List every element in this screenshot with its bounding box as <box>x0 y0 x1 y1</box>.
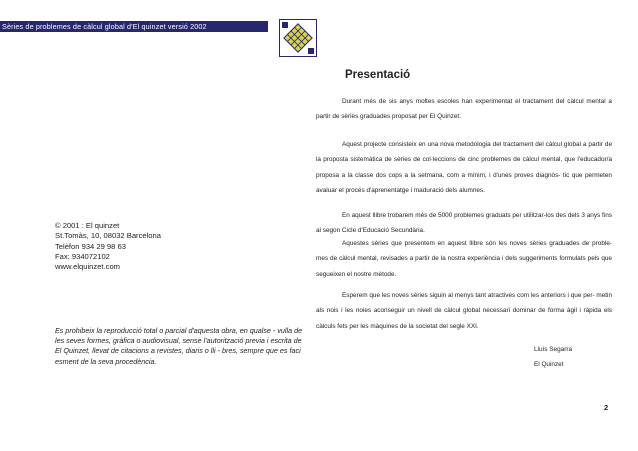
address-line: St.Tomàs, 10, 08032 Barcelona <box>55 231 161 241</box>
paragraph: Esperem que les noves sèries siguin al menys tant atractives com les anteriors i que per- metin als nois i les noies aconseguir un nivell de càlcul global necessari dominar de forma àgil i ràpida els càlculs fets per les màquines de la societat del segle XXI. <box>316 292 612 330</box>
contact-block <box>55 221 161 272</box>
paragraph: Durant més de sis anys moltes escoles han experimentat el tractament del càlcul mental a partir de sèries graduades proposat per El Quinzet. <box>316 98 612 121</box>
copyright-notice: Es prohibeix la reproducció total o parcial d'aquesta obra, en qualse - vulla de les seves formes, gràfica o audiovisual, sense l'autorització previa i escrita de El Quinzet, llevat de citacions a revistes, diaris o lli - bres, sempre que es faci esment de la seva procedència. <box>55 326 303 366</box>
signature-org: El Quinzet <box>534 361 564 368</box>
paragraph: En aquest llibre trobarem més de 5000 problemes graduats per utilitzar-los des dels 3 anys fins al segon Cicle d'Educació Secundària. <box>316 212 612 235</box>
page-number: 2 <box>604 403 609 412</box>
website-line: www.elquinzet.com <box>55 262 120 272</box>
copyright-line: © 2001 : El quinzet <box>55 221 120 230</box>
paragraph: Aquestes sèries que presentem en aquest llibre són les noves sèries graduades de proble- mes de càlcul mental, revisades a partir de la nostra experiència i dels suggeriments formulats pels que segueixen el nostre mètode. <box>316 240 612 278</box>
phone-line: Telèfon 934 29 98 63 <box>55 241 126 251</box>
signature-name: Lluís Segarra <box>534 346 573 353</box>
fax-line: Fax: 934072102 <box>55 251 110 261</box>
paragraph: Aquest projecte consisteix en una nova metodologia del tractament del càlcul global a partir de la proposta sistemàtica de sèries de col·leccions de cinc problemes de càlcul mental, que l'educador/a proposa a la classe dos cops a la setmana, com a mínim, i d'unes proves diagnòs- tic que permeten avaluar el procés d'aprenentatge i maduració dels alumnes. <box>316 141 612 195</box>
el-quinzet-logo-icon <box>279 19 317 57</box>
section-heading: Presentació <box>345 69 411 81</box>
header-bar <box>0 21 268 32</box>
header-title: Sèries de problemes de càlcul global d'El quinzet versió 2002 <box>2 22 207 31</box>
